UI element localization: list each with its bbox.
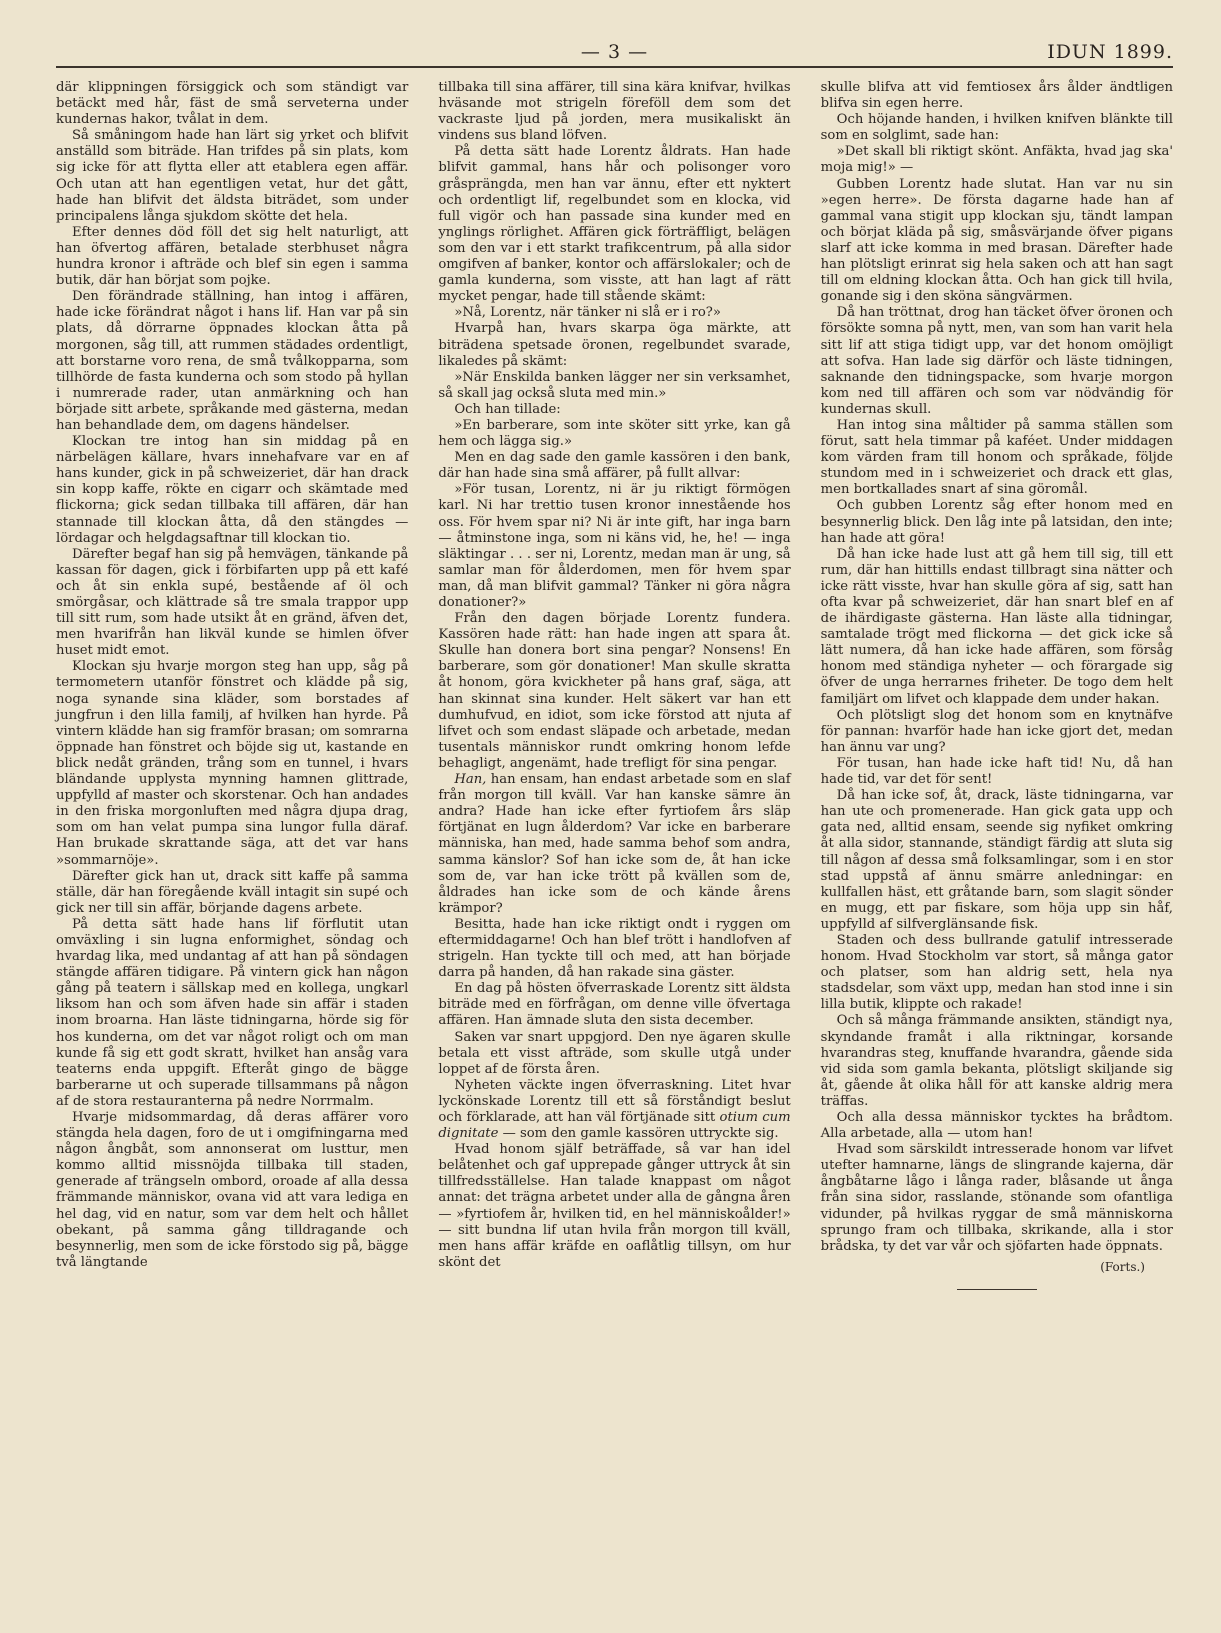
paragraph: Men en dag sade den gamle kassören i den bank, där han hade sina små affärer, på fullt allvar: — [438, 450, 791, 482]
column-3 — [821, 80, 1173, 1290]
paragraph: Efter dennes död föll det sig helt naturligt, att han öfvertog affären, betalade sterbhuset några hundra kronor i afträde och blef sin egen i samma butik, där han börjat som pojke. — [56, 224, 409, 289]
paragraph: Staden och dess bullrande gatulif intresserade honom. Hvad Stockholm var stort, så många gator och platser, som han aldrig sett, hela nya stadsdelar, som växt upp, medan han stod inne i sin lilla butik, klippte och rakade! — [820, 932, 1173, 1013]
paragraph: Därefter gick han ut, drack sitt kaffe på samma ställe, där han föregående kväll intagit sin supé och gick ner till sin affär, börjande dagens arbete. — [56, 868, 409, 916]
paragraph: Så småningom hade han lärt sig yrket och blifvit anställd som biträde. Han trifdes på sin plats, kom sig icke för att flytta eller att etablera egen affär. Och utan att han egentligen vetat, hur det gått, hade han blifvit det äldsta biträdet, som under principalens långa sjukdom skötte det hela. — [56, 128, 409, 224]
end-rule — [957, 1289, 1037, 1290]
paragraph: Hvarje midsommardag, då deras affärer voro stängda hela dagen, foro de ut i omgifningarna med någon ångbåt, som annonserat om lusttur, men kommo alltid missnöjda tillbaka till staden, generade af trängseln ombord, oroade af alla dessa främmande människor, ovana vid att vara lediga en hel dag, vid en natur, som var dem helt och hållet obekant, på samma gång tilldragande och besynnerlig, men som de icke förstodo sig på, bägge två längtande — [56, 1110, 409, 1270]
paragraph: tillbaka till sina affärer, till sina kära knifvar, hvilkas hväsande mot strigeln föreföll dem som det vackraste ljud på jorden, mera musikaliskt än vindens sus bland löfven. — [438, 80, 791, 144]
paragraph: Från den dagen började Lorentz fundera. Kassören hade rätt: han hade ingen att spara åt. Skulle han donera bort sina pengar? Nonsens! En barberare, som gör donationer! Man skulle skratta åt honom, göra kvickheter på hans graf, säga, att han skinnat sina kunder. Helt säkert var han ett dumhufvud, en idiot, som icke förstod att njuta af lifvet och som endast släpade och arbetade, medan tusentals människor rundt omkring honom lefde behagligt, angenämt, hade trefligt för sina pengar. — [438, 611, 791, 771]
paragraph: Den förändrade ställning, han intog i affären, hade icke förändrat något i hans lif. Han var på sin plats, då dörrarne öppnades klockan åtta på morgonen, såg till, att rummen städades ordentligt, att borstarne voro rena, de små tvålkopparna, som tillhörde de fasta kunderna och som stodo på hyllan i numrerade rader, utan anmärkning och han började sitt arbete, språkande med gästerna, medan han behandlade dem, om dagens händelser. — [56, 289, 409, 433]
page-header — [56, 36, 1173, 68]
paragraph: För tusan, han hade icke haft tid! Nu, då han hade tid, var det för sent! — [820, 755, 1173, 788]
paragraph — [438, 1078, 790, 1142]
paragraph: Och gubben Lorentz såg efter honom med en besynnerlig blick. Den låg inte på latsidan, den inte; han hade att göra! — [820, 498, 1173, 546]
paragraph: skulle blifva att vid femtiosex års ålder ändtligen blifva sin egen herre. — [820, 80, 1173, 112]
column-1 — [56, 80, 408, 1290]
paragraph — [438, 772, 790, 917]
page-number: — 3 — — [580, 41, 649, 63]
paragraph: Klockan tre intog han sin middag på en närbelägen källare, hvars innehafvare var en af hans kunder, gick in på schweizeriet, där han drack sin kopp kaffe, rökte en cigarr och skämtade med flickorna; gick sedan tillbaka till affären, där han stannade till klockan åtta, då den stängdes — lördagar och helgdagsaftnar till klockan tio. — [56, 434, 409, 546]
paragraph: »När Enskilda banken lägger ner sin verksamhet, så skall jag också sluta med min.» — [438, 369, 791, 401]
paragraph-text: han ensam, han endast arbetade som en slaf från morgon till kväll. Var han kanske sämre än andra? Hade han icke efter fyrtiofem års släp förtjänat en lugn ålderdom? Var icke en barberare människa, han med, hade samma behof som andra, samma känslor? Sof han icke som de, åt han icke som de, var han icke trött på kvällen som de, åldrades han icke som de och kände årens krämpor? — [438, 772, 791, 916]
paragraph: Då han icke hade lust att gå hem till sig, till ett rum, där han hittills endast tillbragt sina nätter och icke rätt visste, hvar han skulle göra af sig, satt han ofta kvar på schweizeriet, där han snart blef en af de ihärdigaste gästerna. Han läste alla tidningar, samtalade trögt med flickorna — det gick icke så lätt numera, då han icke hade affären, som försåg honom med ständiga nyheter — och förargade sig öfver de unga herrarnes friheter. De togo dem helt familjärt om lifvet och klappade dem under hakan. — [820, 546, 1173, 707]
paragraph: Hvad som särskildt intresserade honom var lifvet utefter hamnarne, längs de slingrande kajerna, där ångbåtarne lågo i långa rader, blåsande ut ånga från sina sidor, rasslande, stönande som ofantliga vidunder, på hvilkas ryggar de små människorna sprungo fram och tillbaka, skrikande, alla i stor brådska, ty det var vår och sjöfarten hade öppnats. — [820, 1142, 1173, 1254]
paragraph: Saken var snart uppgjord. Den nye ägaren skulle betala ett visst afträde, som skulle utgå under loppet af de första åren. — [438, 1029, 791, 1077]
continued-label: (Forts.) — [1100, 1259, 1145, 1274]
paragraph: Då han icke sof, åt, drack, läste tidningarna, var han ute och promenerade. Han gick gata upp och gata ned, alltid ensam, seende sig nyfiket omkring åt alla sidor, stannande, ständigt färdig att sluta sig till någon af dessa små folksamlingar, som i en stor stad uppstå af ännu smärre anledningar: en kullfallen häst, ett gråtande barn, som slagit sönder en mugg, ett par fiskare, som höja upp sin håf, uppfylld af silfverglänsande fisk. — [820, 788, 1173, 932]
article-columns — [56, 80, 1173, 1290]
paragraph: där klippningen försiggick och som ständigt var betäckt med hår, fäst de små serveterna under kundernas hakor, tvålat in dem. — [56, 80, 409, 128]
paragraph: Då han tröttnat, drog han täcket öfver öronen och försökte somna på nytt, men, van som han varit hela sitt lif att stiga tidigt upp, var det honom omöjligt att sofva. Han lade sig därför och läste tidningen, saknande den tidningspacke, som hvarje morgon kom ned till affären och som var nödvändig för kundernas skull. — [820, 305, 1173, 417]
paragraph: Klockan sju hvarje morgon steg han upp, såg på termometern utanför fönstret och klädde på sig, noga synande sina kläder, som borstades af jungfrun i den lilla familj, af hvilken han hyrde. På vintern klädde han sig framför brasan; om somrarna öppnade han fönstret och böjde sig ut, kastande en blick nedåt gränden, trång som en tunnel, i hvars bländande upplysta mynning hamnen glittrade, uppfylld af master och skorstenar. Och han andades in den friska morgonluften med några djupa drag, som om han velat pumpa sina lungor fulla däraf. Han brukade skrattande säga, att det var hans »sommarnöje». — [56, 659, 409, 868]
paragraph-text: Nyheten väckte ingen öfverraskning. Litet hvar lyckönskade Lorentz till ett så förståndigt beslut och förklarade, att han väl förtjänade sitt — [438, 1077, 791, 1125]
paragraph: På detta sätt hade hans lif förflutit utan omväxling i sin lugna enformighet, söndag och hvardag lika, med undantag af att han på söndagen stängde affären tidigare. På vintern gick han någon gång på teatern i sällskap med en kollega, ungkarl liksom han och som äfven hade sin affär i staden inom broarna. Han läste tidningarna, hörde sig för hos kunderna, om det var något roligt och om man kunde få sig ett godt skratt, hvilket han ansåg vara teaterns enda uppgift. Efteråt gingo de bägge barberarne ut och superade tillsammans på någon af de stora restauranterna på nedre Norrmalm. — [56, 916, 409, 1109]
paragraph-text: — som den gamle kassören uttryckte sig. — [498, 1126, 779, 1142]
italic-word: Han, — [454, 772, 487, 788]
column-2 — [438, 80, 790, 1290]
paragraph: Och han tillade: — [454, 401, 561, 417]
paragraph: »För tusan, Lorentz, ni är ju riktigt förmögen karl. Ni har trettio tusen kronor innestående hos oss. För hvem spar ni? Ni är inte gift, har inga barn — åtminstone inga, som ni käns vid, he, he! — inga släktingar . . . ser ni, Lorentz, medan man är ung, så samlar man för ålderdomen, men för hvem spar man, då man blifvit gammal? Tänker ni göra några donationer?» — [438, 482, 791, 610]
italic-phrase: otium cum dignitate — [438, 1110, 791, 1142]
paragraph: Han intog sina måltider på samma ställen som förut, satt hela timmar på kaféet. Under middagen kom värden fram till honom och språkade, följde stundom med in i schweizeriet och drack ett glas, men bortkallades snart af sina göromål. — [820, 417, 1173, 498]
paragraph: Därefter begaf han sig på hemvägen, tänkande på kassan för dagen, gick i förbifarten upp på ett kafé och åt sin enkla supé, bestående af öl och smörgåsar, och klättrade så tre smala trappor upp till sitt rum, som hade utsikt åt en gränd, äfven det, men hvarifrån han likväl kunde se himlen öfver huset midt emot. — [56, 546, 409, 659]
paragraph: »En barberare, som inte sköter sitt yrke, kan gå hem och lägga sig.» — [438, 417, 791, 450]
paragraph: Och höjande handen, i hvilken knifven blänkte till som en solglimt, sade han: — [820, 112, 1173, 144]
paragraph: »Nå, Lorentz, när tänker ni slå er i ro?» — [454, 305, 721, 321]
paragraph: Gubben Lorentz hade slutat. Han var nu sin »egen herre». De första dagarne hade han af gammal vana stigit upp klockan sju, tändt lampan och börjat kläda på sig, småsvärjande öfver pigans slarf att icke komma in med brasan. Därefter hade han plötsligt erinrat sig hela saken och att han sagt till om eldning klockan åtta. Och han gick till hvila, gonande sig i den sköna sängvärmen. — [820, 176, 1173, 305]
paragraph: På detta sätt hade Lorentz åldrats. Han hade blifvit gammal, hans hår och polisonger voro gråsprängda, men han var ännu, efter ett nyktert och ordentligt lif, regelbundet som en klocka, vid full vigör och han passade sina kunder med en ynglings rörlighet. Affären gick förträffligt, belägen som den var i ett starkt trafikcentrum, på alla sidor omgifven af banker, kontor och affärslokaler; och de gamla kunderna, som visste, att han lagt af rätt mycket pengar, hade till stående skämt: — [438, 144, 791, 305]
paragraph: En dag på hösten öfverraskade Lorentz sitt äldsta biträde med en förfrågan, om denne ville öfvertaga affären. Han ämnade sluta den sista december. — [438, 981, 791, 1029]
masthead: IDUN 1899. — [1047, 41, 1173, 63]
paragraph: Och alla dessa människor tycktes ha brådtom. Alla arbetade, alla — utom han! — [820, 1110, 1173, 1142]
paragraph: Och så många främmande ansikten, ständigt nya, skyndande framåt i alla riktningar, korsande hvarandras steg, knuffande hvarandra, gående sida vid sida som gamla bekanta, plötsligt skiljande sig åt, gående åt olika håll för att kanske aldrig mera träffas. — [820, 1013, 1173, 1109]
paragraph: Hvarpå han, hvars skarpa öga märkte, att biträdena spetsade öronen, regelbundet svarade, likaledes på skämt: — [438, 321, 791, 369]
paragraph: Och plötsligt slog det honom som en knytnäfve för pannan: hvarför hade han icke gjort det, medan han ännu var ung? — [820, 707, 1173, 755]
paragraph: Hvad honom själf beträffade, så var han idel belåtenhet och gaf upprepade gånger uttryck åt sin tillfredsställelse. Han talade knappast om något annat: det trägna arbetet under alla de gångna åren — »fyrtiofem år, hvilken tid, en hel människoålder!» — sitt bundna lif utan hvila från morgon till kväll, men hans affär kräfde en oaflåtlig tillsyn, om hur skönt det — [438, 1142, 791, 1270]
paragraph: Besitta, hade han icke riktigt ondt i ryggen om eftermiddagarne! Och han blef trött i handlofven af strigeln. Han tyckte till och med, att han började darra på handen, då han rakade sina gäster. — [438, 916, 791, 981]
paragraph: »Det skall bli riktigt skönt. Anfäkta, hvad jag ska' moja mig!» — — [820, 144, 1173, 176]
